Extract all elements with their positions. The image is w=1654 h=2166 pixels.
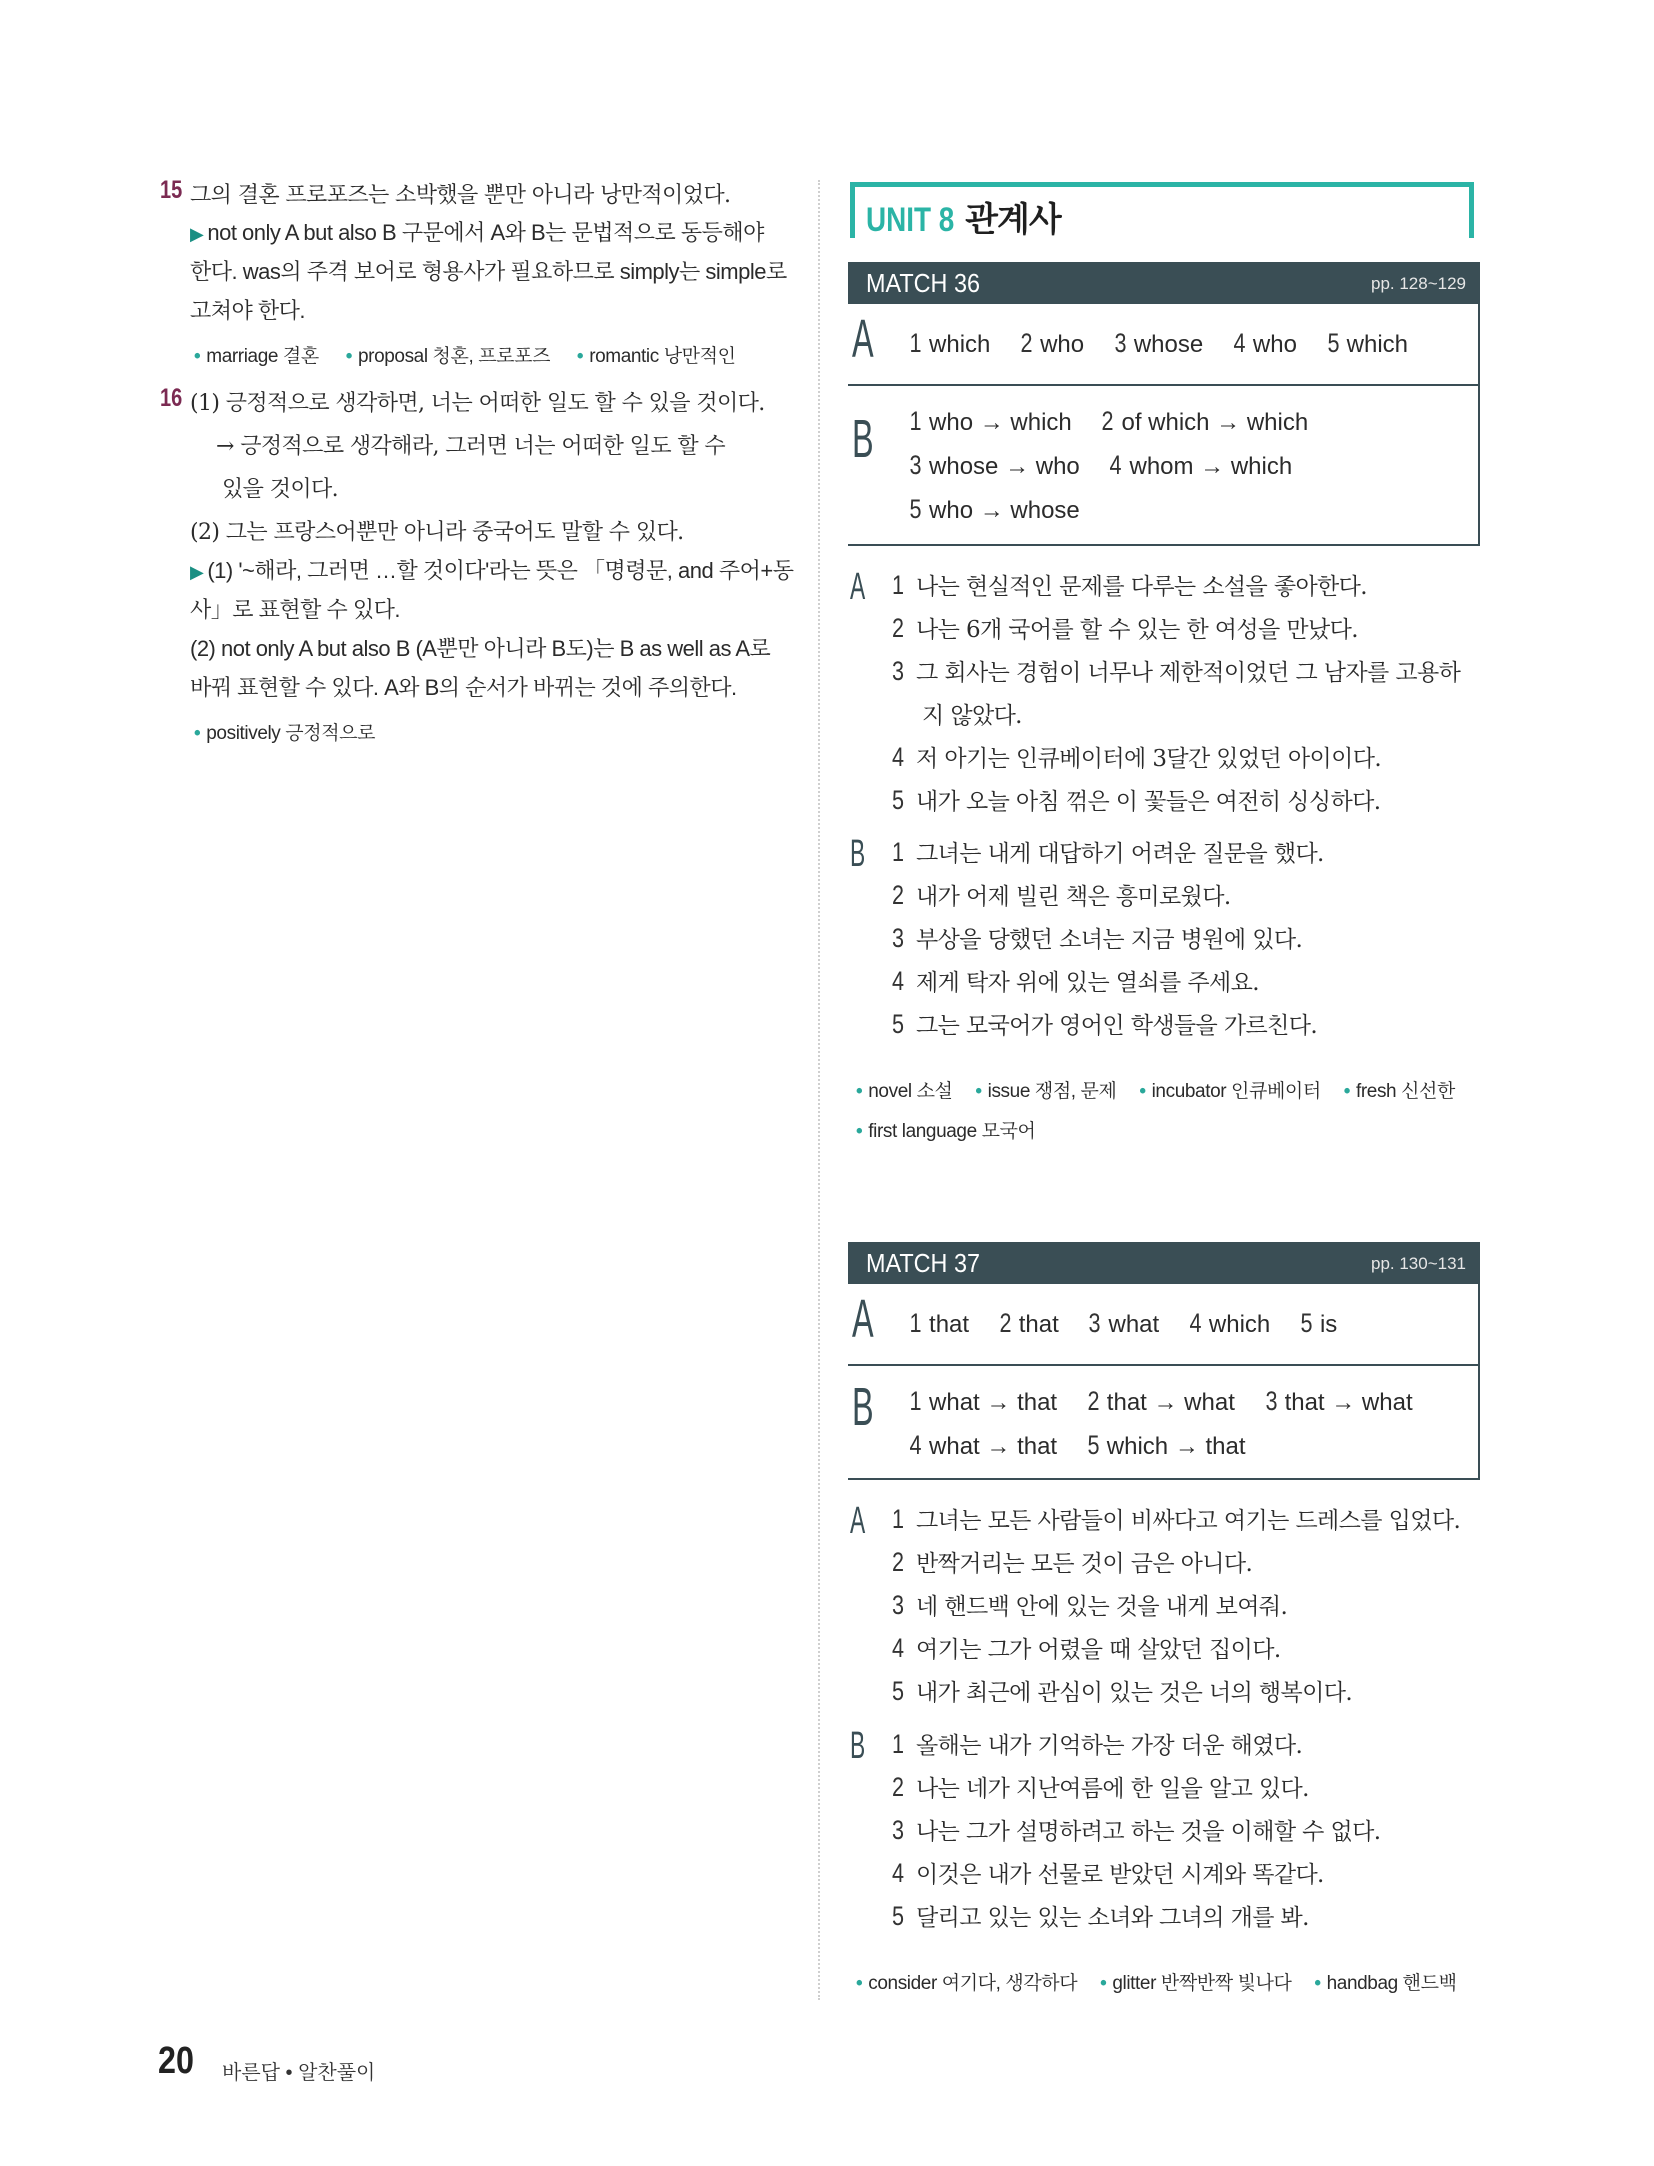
book-title: 바른답 • 알찬풀이: [222, 2062, 376, 2084]
translation-line: 2 나는 6개 국어를 할 수 있는 한 여성을 만났다.: [892, 613, 1358, 643]
vocab-list: [856, 1076, 1473, 1103]
question-sentence: 그의 결혼 프로포즈는 소박했을 뿐만 아니라 낭만적이었다.: [190, 183, 731, 208]
translation-line: 2 나는 네가 지난여름에 한 일을 알고 있다.: [892, 1772, 1309, 1802]
vocab-item: • consider 여기다, 생각하다: [856, 1973, 1078, 1994]
question-sentence: (2) 그는 프랑스어뿐만 아니라 중국어도 말할 수 있다.: [190, 520, 684, 545]
answer-list: [908, 494, 1102, 525]
match-37-answers-a: [848, 1284, 1480, 1366]
vocab-item: • positively 긍정적으로: [194, 723, 376, 744]
question-number: 15: [160, 176, 183, 204]
explanation-line: 사」로 표현할 수 있다.: [190, 597, 400, 622]
answer-list: [908, 328, 1430, 359]
vocab-item: • handbag 핸드백: [1314, 1973, 1457, 1994]
explanation-line: 한다. was의 주격 보어로 형용사가 필요하므로 simply는 simple로: [190, 259, 787, 284]
question-sentence: 있을 것이다.: [222, 477, 339, 502]
translation-line: 3 부상을 당했던 소녀는 지금 병원에 있다.: [892, 923, 1303, 953]
answer-item: 3 that → what: [1265, 1386, 1413, 1416]
match-title: MATCH 37: [866, 1248, 980, 1278]
match-37-header: [848, 1242, 1480, 1284]
match-title: MATCH 36: [866, 268, 980, 298]
answer-item: 1 who → which: [909, 406, 1072, 436]
translation-line: 5 달리고 있는 있는 소녀와 그녀의 개를 봐.: [892, 1901, 1309, 1931]
answer-item: 5 who → whose: [909, 494, 1080, 524]
answer-item: 2 that → what: [1087, 1386, 1235, 1416]
triangle-icon: ▶: [190, 224, 204, 244]
answer-item: 4 who: [1233, 328, 1297, 358]
section-label-a: A: [850, 566, 866, 608]
answer-list: [908, 1430, 1268, 1461]
vocab-item: • fresh 신선한: [1343, 1081, 1455, 1102]
translation-line: 4 이것은 내가 선물로 받았던 시계와 똑같다.: [892, 1858, 1324, 1888]
unit-label: UNIT 8: [866, 201, 955, 239]
answer-item: 4 which: [1189, 1308, 1271, 1338]
unit-title: [866, 192, 1061, 241]
translation-line: 4 여기는 그가 어렸을 때 살았던 집이다.: [892, 1633, 1281, 1663]
section-label-b: B: [852, 1377, 874, 1437]
answer-item: 5 is: [1300, 1308, 1338, 1338]
translation-line: 2 내가 어제 빌린 책은 흥미로웠다.: [892, 880, 1231, 910]
answer-item: 3 whose → who: [909, 450, 1080, 480]
section-label-a: A: [850, 1500, 866, 1542]
answer-item: 5 which: [1327, 328, 1408, 358]
translation-line: 3 나는 그가 설명하려고 하는 것을 이해할 수 없다.: [892, 1815, 1381, 1845]
answer-item: 5 which → that: [1087, 1430, 1246, 1460]
translation-line: 2 반짝거리는 모든 것이 금은 아니다.: [892, 1547, 1253, 1577]
question-sentence: → 긍정적으로 생각해라, 그러면 너는 어떠한 일도 할 수: [216, 434, 726, 459]
page-reference: pp. 130~131: [1370, 1254, 1466, 1273]
explanation-line: ▶ (1) '~해라, 그러면 …할 것이다'라는 뜻은 「명령문, and 주어+동: [190, 558, 794, 583]
answer-item: 3 what: [1088, 1308, 1160, 1338]
answer-item: 2 of which → which: [1101, 406, 1309, 436]
translation-line: 5 내가 최근에 관심이 있는 것은 너의 행복이다.: [892, 1676, 1353, 1706]
vocab-item: • issue 쟁점, 문제: [975, 1081, 1117, 1102]
translation-line: 3 네 핸드백 안에 있는 것을 내게 보여줘.: [892, 1590, 1288, 1620]
vocab-list: [856, 1116, 1053, 1143]
answer-list: [908, 1308, 1359, 1339]
answer-item: 2 that: [999, 1308, 1059, 1338]
section-label-b: B: [852, 409, 874, 469]
answer-item: 1 that: [909, 1308, 970, 1338]
translation-line: 5 그는 모국어가 영어인 학생들을 가르친다.: [892, 1009, 1318, 1039]
answer-list: [908, 406, 1330, 437]
translation-line: 1 그녀는 모든 사람들이 비싸다고 여기는 드레스를 입었다.: [892, 1504, 1461, 1534]
answer-item: 1 what → that: [909, 1386, 1058, 1416]
vocab-item: • marriage 결혼: [194, 346, 319, 367]
triangle-icon: ▶: [190, 562, 204, 582]
translation-line: 3 그 회사는 경험이 너무나 제한적이었던 그 남자를 고용하: [892, 656, 1461, 686]
vocab-list: [194, 341, 758, 368]
translation-line: 5 내가 오늘 아침 꺾은 이 꽃들은 여전히 싱싱하다.: [892, 785, 1381, 815]
answer-item: 4 whom → which: [1109, 450, 1293, 480]
question-number: 16: [160, 384, 183, 412]
answer-list: [908, 450, 1314, 481]
answer-item: 1 which: [909, 328, 991, 358]
match-36-answers-a: [848, 304, 1480, 386]
translation-line: 1 올해는 내가 기억하는 가장 더운 해였다.: [892, 1729, 1303, 1759]
section-label-a: A: [852, 309, 874, 369]
translation-line: 1 그녀는 내게 대답하기 어려운 질문을 했다.: [892, 837, 1324, 867]
translation-line: 지 않았다.: [922, 703, 1022, 729]
explanation-line: (2) not only A but also B (A뿐만 아니라 B도)는 B as well as A로: [190, 636, 771, 661]
explanation-line: ▶ not only A but also B 구문에서 A와 B는 문법적으로 동등해야: [190, 220, 764, 245]
match-36-header: [848, 262, 1480, 304]
unit-name: 관계사: [965, 201, 1061, 239]
vocab-item: • proposal 청혼, 프로포즈: [345, 346, 551, 367]
vocab-list: [856, 1968, 1475, 1995]
match-36-answers-b: [848, 386, 1480, 546]
vocab-item: • incubator 인큐베이터: [1139, 1081, 1321, 1102]
page-number: 20: [158, 2040, 194, 2082]
column-divider: [818, 180, 820, 2000]
question-sentence: (1) 긍정적으로 생각하면, 너는 어떠한 일도 할 수 있을 것이다.: [190, 391, 765, 416]
translation-line: 4 제게 탁자 위에 있는 열쇠를 주세요.: [892, 966, 1259, 996]
vocab-item: • romantic 낭만적인: [576, 346, 736, 367]
section-label-b: B: [850, 1725, 866, 1767]
translation-line: 4 저 아기는 인큐베이터에 3달간 있었던 아이이다.: [892, 742, 1382, 772]
section-label-b: B: [850, 833, 866, 875]
answer-item: 3 whose: [1114, 328, 1204, 358]
vocab-item: • first language 모국어: [856, 1121, 1036, 1142]
vocab-item: • glitter 반짝반짝 빛나다: [1100, 1973, 1292, 1994]
explanation-line: 바꿔 표현할 수 있다. A와 B의 순서가 바뀌는 것에 주의한다.: [190, 675, 737, 700]
answer-list: [908, 1386, 1435, 1417]
answer-item: 2 who: [1020, 328, 1085, 358]
vocab-list: [194, 718, 397, 745]
match-37-answers-b: [848, 1366, 1480, 1480]
explanation-line: 고쳐야 한다.: [190, 298, 305, 323]
vocab-item: • novel 소설: [856, 1081, 953, 1102]
translation-line: 1 나는 현실적인 문제를 다루는 소설을 좋아한다.: [892, 570, 1368, 600]
page-reference: pp. 128~129: [1370, 274, 1466, 293]
answer-item: 4 what → that: [909, 1430, 1058, 1460]
section-label-a: A: [852, 1289, 874, 1349]
